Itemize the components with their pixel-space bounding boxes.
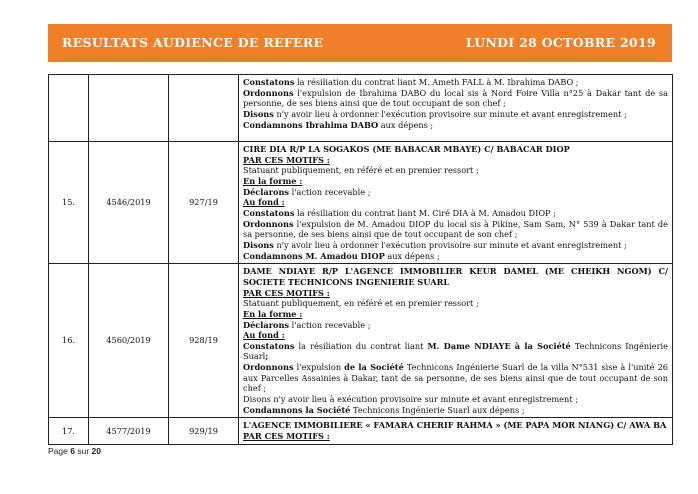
cell-decision bbox=[239, 264, 673, 418]
motifs-heading: PAR CES MOTIFS : bbox=[243, 287, 330, 298]
case-title: CIRE DIA R/P LA SOGAKOS (ME BABACAR MBAYE) C/ BABACAR DIOP bbox=[243, 144, 570, 154]
decision-line: Condamnons Ibrahima DABO aux dépens ; bbox=[243, 119, 434, 130]
forme-heading: En la forme : bbox=[243, 175, 303, 186]
motifs-heading: PAR CES MOTIFS : bbox=[243, 431, 330, 442]
cell-num: 17. bbox=[49, 418, 89, 444]
results-table bbox=[48, 74, 673, 445]
cell-rg: 4577/2019 bbox=[89, 418, 169, 444]
forme-heading: En la forme : bbox=[243, 308, 303, 319]
header-title: RESULTATS AUDIENCE DE REFERE bbox=[62, 35, 324, 50]
table-row-17 bbox=[49, 418, 673, 444]
decision-line: Constatons la résiliation du contrat liant M. Dame NDIAYE à la Société Technicons Ingénierie Suarl; bbox=[243, 340, 668, 362]
cell-ord: 927/19 bbox=[169, 142, 239, 264]
header-date: LUNDI 28 OCTOBRE 2019 bbox=[465, 35, 656, 50]
page-footer bbox=[48, 446, 101, 456]
decision-line: Constatons la résiliation du contrat liant M. Ciré DIA à M. Amadou DIOP ; bbox=[243, 207, 556, 218]
cell-rg: 4560/2019 bbox=[89, 264, 169, 418]
case-title: DAME NDIAYE R/P L'AGENCE IMMOBILIER KEUR DAMEL (ME CHEIKH NGOM) C/ SOCIETE TECHNICONS INGENIERIE SUARL bbox=[243, 266, 668, 287]
fond-heading: Au fond : bbox=[243, 330, 285, 341]
table-row-16 bbox=[49, 264, 673, 418]
decision-line: Ordonnons l'expulsion de M. Amadou DIOP du local sis à Pikine, Sam Sam, N° 539 à Dakar tant de sa personne, de ses biens ainsi que de tout occupant de son chef ; bbox=[243, 218, 668, 240]
decision-line: Statuant publiquement, en référé et en premier ressort ; bbox=[243, 165, 479, 176]
case-title: L'AGENCE IMMOBILIERE « FAMARA CHERIF RAHMA » (ME PAPA MOR NIANG) C/ AWA BA bbox=[243, 420, 667, 431]
footer-sur-label: sur bbox=[77, 446, 90, 456]
cell-decision bbox=[239, 142, 673, 264]
motifs-heading: PAR CES MOTIFS : bbox=[243, 154, 330, 165]
decision-line: Disons n'y avoir lieu à exécution provisoire sur minute et avant enregistrement ; bbox=[243, 394, 578, 405]
table-row-15 bbox=[49, 142, 673, 264]
footer-total-pages: 20 bbox=[91, 446, 101, 456]
decision-line: Condamnons la Société Technicons Ingénierie Suarl aux dépens ; bbox=[243, 404, 525, 415]
cell-rg: 4546/2019 bbox=[89, 142, 169, 264]
decision-line: Ordonnons l'expulsion de la Société Technicons Ingénierie Suarl de la villa N°531 sise à l'unité 26 aux Parcelles Assainies à Dakar, tant de sa personne, de ses biens ainsi que de tout occupant de son chef ; bbox=[243, 362, 668, 394]
decision-line: Déclarons l'action recevable ; bbox=[243, 319, 371, 330]
decision-line: Disons n'y avoir lieu à ordonner l'exécution provisoire sur minute et avant enregistrement ; bbox=[243, 239, 627, 250]
cell-num: 16. bbox=[49, 264, 89, 418]
cell-num bbox=[49, 75, 89, 142]
decision-line: Disons n'y avoir lieu à ordonner l'exécution provisoire sur minute et avant enregistrement ; bbox=[243, 108, 627, 119]
decision-line: Déclarons l'action recevable ; bbox=[243, 186, 371, 197]
cell-rg bbox=[89, 75, 169, 142]
cell-num: 15. bbox=[49, 142, 89, 264]
decision-line: Ordonnons l'expulsion de Ibrahima DABO du local sis à Nord Foire Villa n°25 à Dakar tant de sa personne, de ses biens ainsi que de tout occupant de son chef ; bbox=[243, 87, 668, 109]
fond-heading: Au fond : bbox=[243, 197, 285, 208]
cell-ord bbox=[169, 75, 239, 142]
decision-line: Statuant publiquement, en référé et en premier ressort ; bbox=[243, 298, 479, 309]
cell-decision bbox=[239, 418, 673, 444]
cell-decision bbox=[239, 75, 673, 142]
header-banner bbox=[48, 24, 672, 62]
table-row-continuation bbox=[49, 75, 673, 142]
footer-current-page: 6 bbox=[70, 446, 75, 456]
cell-ord: 928/19 bbox=[169, 264, 239, 418]
decision-line: Condamnons M. Amadou DIOP aux dépens ; bbox=[243, 250, 440, 261]
footer-page-label: Page bbox=[48, 446, 68, 456]
cell-ord: 929/19 bbox=[169, 418, 239, 444]
decision-line: Constatons la résiliation du contrat liant M. Ameth FALL à M. Ibrahima DABO ; bbox=[243, 77, 579, 87]
